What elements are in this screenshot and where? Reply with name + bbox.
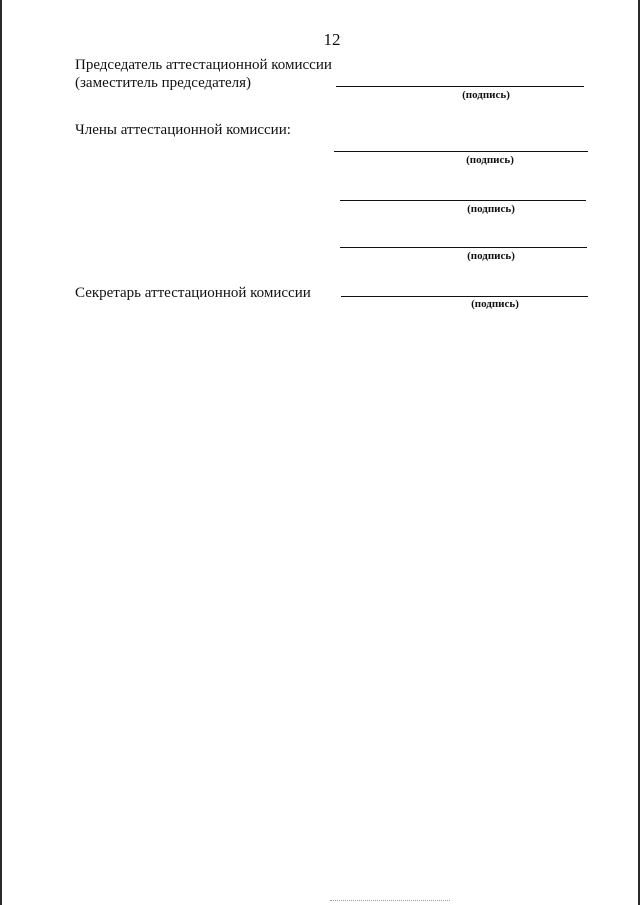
members-label: Члены аттестационной комиссии: [75, 122, 291, 138]
member-signature-line-1[interactable] [334, 151, 588, 152]
member-signature-caption-1: (подпись) [466, 154, 514, 166]
secretary-label: Секретарь аттестационной комиссии [75, 285, 311, 301]
secretary-signature-caption: (подпись) [471, 298, 519, 310]
member-signature-caption-2: (подпись) [467, 203, 515, 215]
scan-artifact [330, 900, 450, 902]
chairman-label: Председатель аттестационной комиссии [75, 57, 332, 73]
chairman-signature-line[interactable] [336, 86, 584, 87]
chairman-deputy-label: (заместитель председателя) [75, 75, 252, 91]
member-signature-line-3[interactable] [340, 247, 587, 248]
member-signature-caption-3: (подпись) [467, 250, 515, 262]
member-signature-line-2[interactable] [340, 200, 586, 201]
chairman-signature-caption: (подпись) [462, 89, 510, 101]
page-number: 12 [323, 30, 341, 49]
page-edge-left [0, 0, 2, 905]
secretary-signature-line[interactable] [341, 296, 588, 297]
